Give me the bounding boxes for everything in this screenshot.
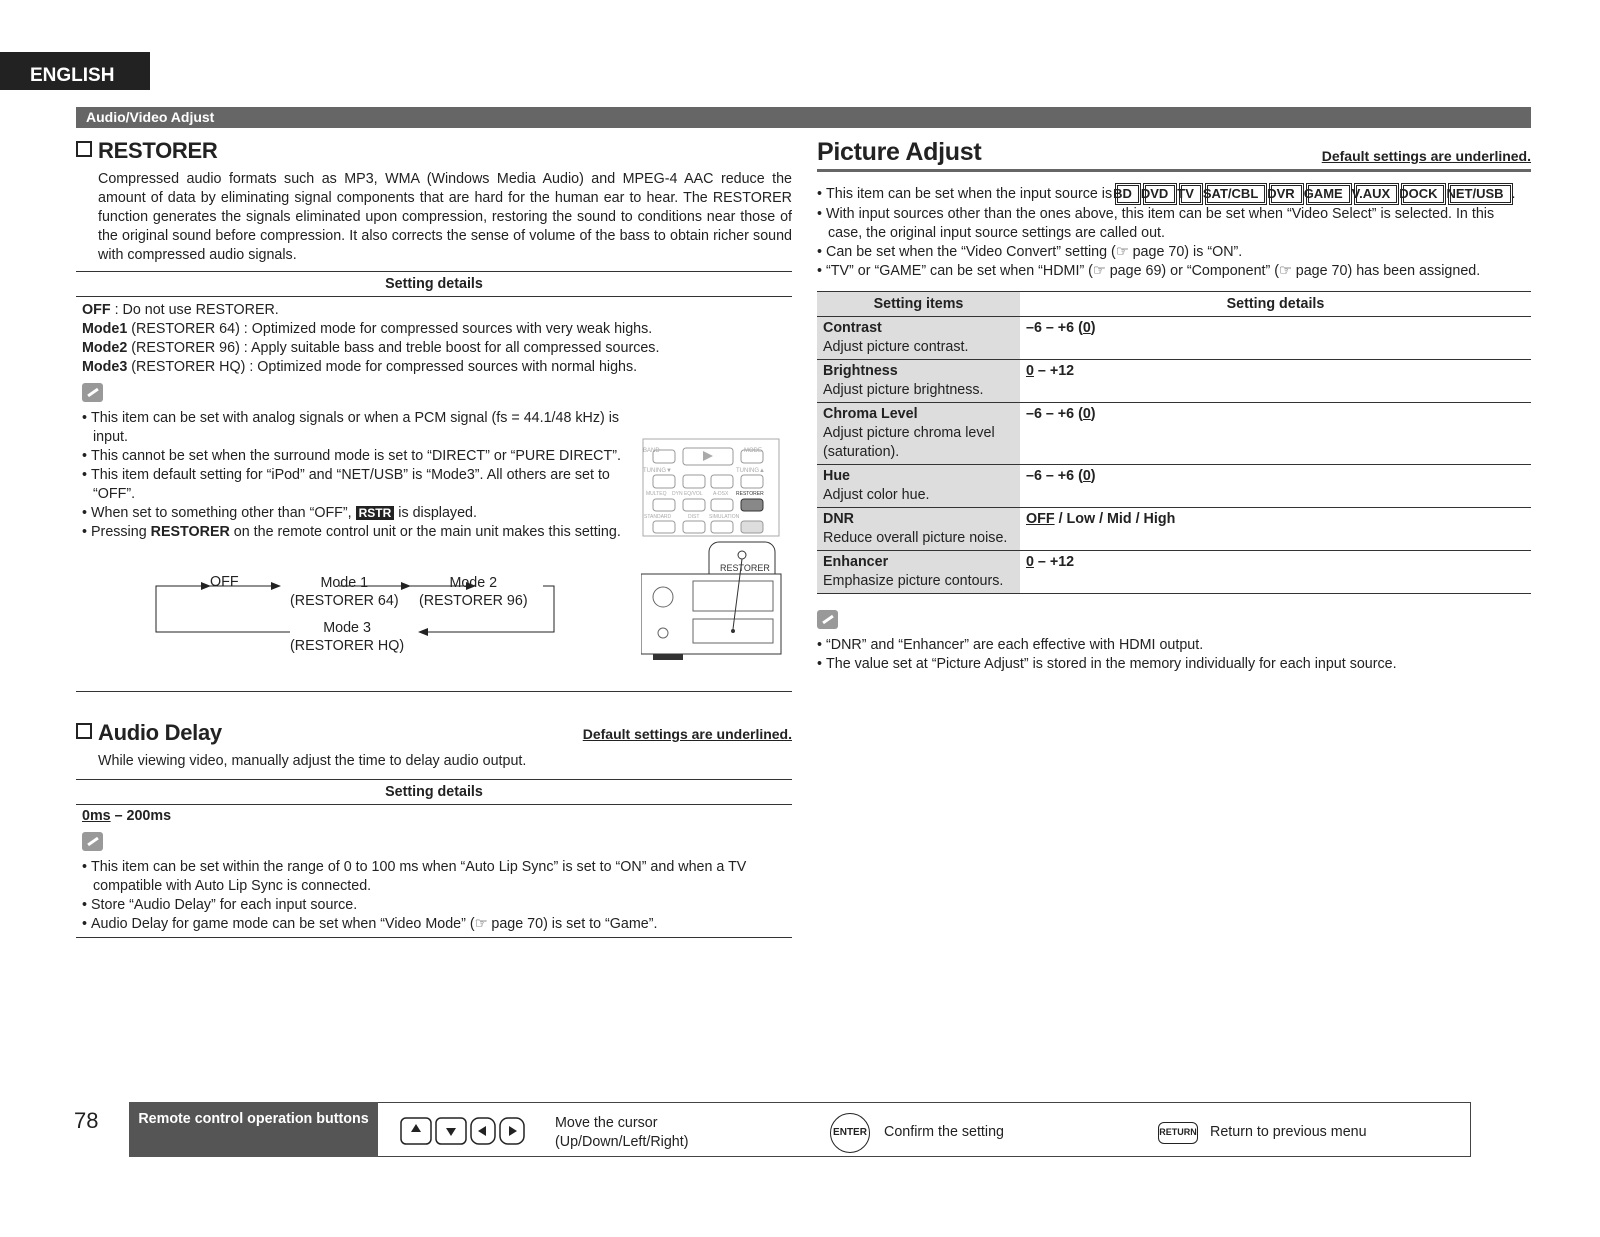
audio-delay-intro: While viewing video, manually adjust the time to delay audio output. [98,753,527,769]
restorer-setting-head: Setting details [76,271,792,297]
footer-label: Remote control operation buttons [129,1102,378,1157]
note-item: • With input sources other than the ones above, this item can be set when “Video Select” is selected. In this case, the original input source settings are called out. [817,205,1531,243]
mode-off: OFF : Do not use RESTORER. [82,302,279,318]
source-tag-satcbl: SAT/CBL [1207,185,1265,203]
table-header-row [817,292,1531,317]
remote-label-adsx: A-DSX [713,491,729,497]
source-tag-dock: DOCK [1403,185,1444,203]
restorer-callout-label: RESTORER [720,563,770,573]
note-item-sources: • This item can be set when the input source is BD DVD TV SAT/CBL DVR GAME V.AUX DOCK NET/USB . [817,184,1531,205]
return-description: Return to previous menu [1210,1124,1367,1140]
cursor-description: Move the cursor (Up/Down/Left/Right) [555,1115,689,1150]
row-item: DNR Reduce overall picture noise. [817,508,1020,551]
source-tag-game: GAME [1308,185,1350,203]
picture-adjust-header [817,138,1531,172]
flow-mode2: Mode 2 (RESTORER 96) [419,575,528,609]
audio-delay-setting-head: Setting details [76,779,792,805]
picture-adjust-notes [817,184,1531,281]
flow-mode3: Mode 3 (RESTORER HQ) [290,620,405,654]
note-item: • “DNR” and “Enhancer” are each effective with HDMI output. [817,636,1531,655]
audio-delay-header [76,720,792,746]
row-detail: OFF / Low / Mid / High [1020,508,1531,551]
row-item: Chroma Level Adjust picture chroma level (saturation). [817,403,1020,465]
table-row [817,465,1531,508]
note-item: • This item can be set within the range of 0 to 100 ms when “Auto Lip Sync” is set to “ON” and when a TV compatible with Auto Lip Sync is connected. [82,858,792,896]
row-detail: –6 – +6 (0) [1020,465,1531,508]
source-tag-bd: BD [1117,185,1139,203]
divider [76,691,792,692]
note-pencil-icon [817,610,838,629]
row-detail: –6 – +6 (0) [1020,317,1531,360]
note-item: • Can be set when the “Video Convert” setting (☞ page 70) is “ON”. [817,243,1531,262]
restorer-notes-area [76,409,792,689]
remote-label-restorer: RESTORER [736,491,764,497]
row-item: Brightness Adjust picture brightness. [817,360,1020,403]
restorer-intro: Compressed audio formats such as MP3, WMA (Windows Media Audio) and MPEG-4 AAC reduce the amount of data by eliminating signal components that are hard for the human ear to hear. The RESTORER function generates the signals eliminated upon compression, restoring the sound to conditions near those of the original sound before compression. It also corrects the sense of volume of the bass to obtain richer sound with compressed audio signals. [98,171,792,263]
remote-label-band: BAND [643,448,660,454]
cursor-buttons-icon [400,1116,530,1146]
remote-label-simulation: SIMULATION [709,514,740,520]
source-tag-netusb: NET/USB [1450,185,1510,203]
audio-delay-default-note: Default settings are underlined. [582,726,792,742]
table-row [817,360,1531,403]
table-row [817,317,1531,360]
picture-adjust-default-note: Default settings are underlined. [1321,148,1531,164]
remote-label-tuning-down: TUNING▼ [643,468,672,474]
remote-label-multeq: MULTEQ [646,491,667,497]
note-item: • This cannot be set when the surround mode is set to “DIRECT” or “PURE DIRECT”. [82,447,632,466]
section-title-bar: Audio/Video Adjust [76,107,1531,128]
picture-adjust-table [817,291,1531,594]
note-item: • Audio Delay for game mode can be set when “Video Mode” (☞ page 70) is set to “Game”. [82,915,792,934]
restorer-mode-list [76,301,792,377]
source-tag-tv: TV [1181,185,1201,203]
divider [76,937,792,938]
row-detail: 0 – +12 [1020,360,1531,403]
left-column [76,138,792,938]
audio-delay-heading: Audio Delay [76,720,792,746]
return-button-icon: RETURN [1158,1122,1198,1144]
enter-description: Confirm the setting [884,1124,1004,1140]
note-item: • Store “Audio Delay” for each input source. [82,896,792,915]
note-item: • Pressing RESTORER on the remote control unit or the main unit makes this setting. [82,523,632,542]
mode-3: Mode3 (RESTORER HQ) : Optimized mode for compressed sources with normal highs. [82,359,638,375]
flow-off: OFF [210,574,239,590]
note-item: • This item default setting for “iPod” and “NET/USB” is “Mode3”. All others are set to “OFF”. [82,466,632,504]
table-row [817,403,1531,465]
row-detail: –6 – +6 (0) [1020,403,1531,465]
row-item: Contrast Adjust picture contrast. [817,317,1020,360]
audio-delay-notes [82,858,792,934]
remote-label-standard: STANDARD [644,514,672,520]
source-tag-vaux: V.AUX [1356,185,1398,203]
rstr-indicator-badge: RSTR [356,506,395,520]
remote-label-dist: DIST [688,514,700,520]
restorer-heading: RESTORER [76,138,792,164]
table-head-items: Setting items [817,292,1020,317]
note-pencil-icon [82,383,103,402]
table-row [817,508,1531,551]
table-head-details: Setting details [1020,292,1531,317]
right-column [817,138,1531,674]
page-number: 78 [74,1108,99,1133]
enter-button-icon: ENTER [830,1113,870,1153]
source-tag-dvd: DVD [1145,185,1175,203]
note-item: • This item can be set with analog signals or when a PCM signal (fs = 44.1/48 kHz) is input. [82,409,632,447]
mode-2: Mode2 (RESTORER 96) : Apply suitable bass and treble boost for all compressed sources. [82,340,660,356]
flow-mode1: Mode 1 (RESTORER 64) [290,575,399,609]
row-item: Enhancer Emphasize picture contours. [817,551,1020,594]
checkbox-bullet-icon [76,723,92,739]
note-item: • “TV” or “GAME” can be set when “HDMI” (☞ page 69) or “Component” (☞ page 70) has been assigned. [817,262,1531,281]
remote-label-tuning-up: TUNING▲ [736,468,765,474]
checkbox-bullet-icon [76,141,92,157]
picture-adjust-footnotes [817,636,1531,674]
mode-1: Mode1 (RESTORER 64) : Optimized mode for compressed sources with very weak highs. [82,321,653,337]
row-item: Hue Adjust color hue. [817,465,1020,508]
note-item: • The value set at “Picture Adjust” is stored in the memory individually for each input source. [817,655,1531,674]
language-tab: ENGLISH [0,52,150,90]
remote-label-dyn: DYN EQ/VOL [672,491,703,497]
note-pencil-icon [82,832,103,851]
remote-label-mode: MODE [744,448,762,454]
note-item: • When set to something other than “OFF”, RSTR is displayed. [82,504,632,523]
row-detail: 0 – +12 [1020,551,1531,594]
source-tag-dvr: DVR [1271,185,1301,203]
table-row [817,551,1531,594]
restorer-notes [82,409,632,542]
picture-adjust-heading: Picture Adjust [817,138,982,166]
audio-delay-range: 0ms – 200ms [82,808,172,824]
